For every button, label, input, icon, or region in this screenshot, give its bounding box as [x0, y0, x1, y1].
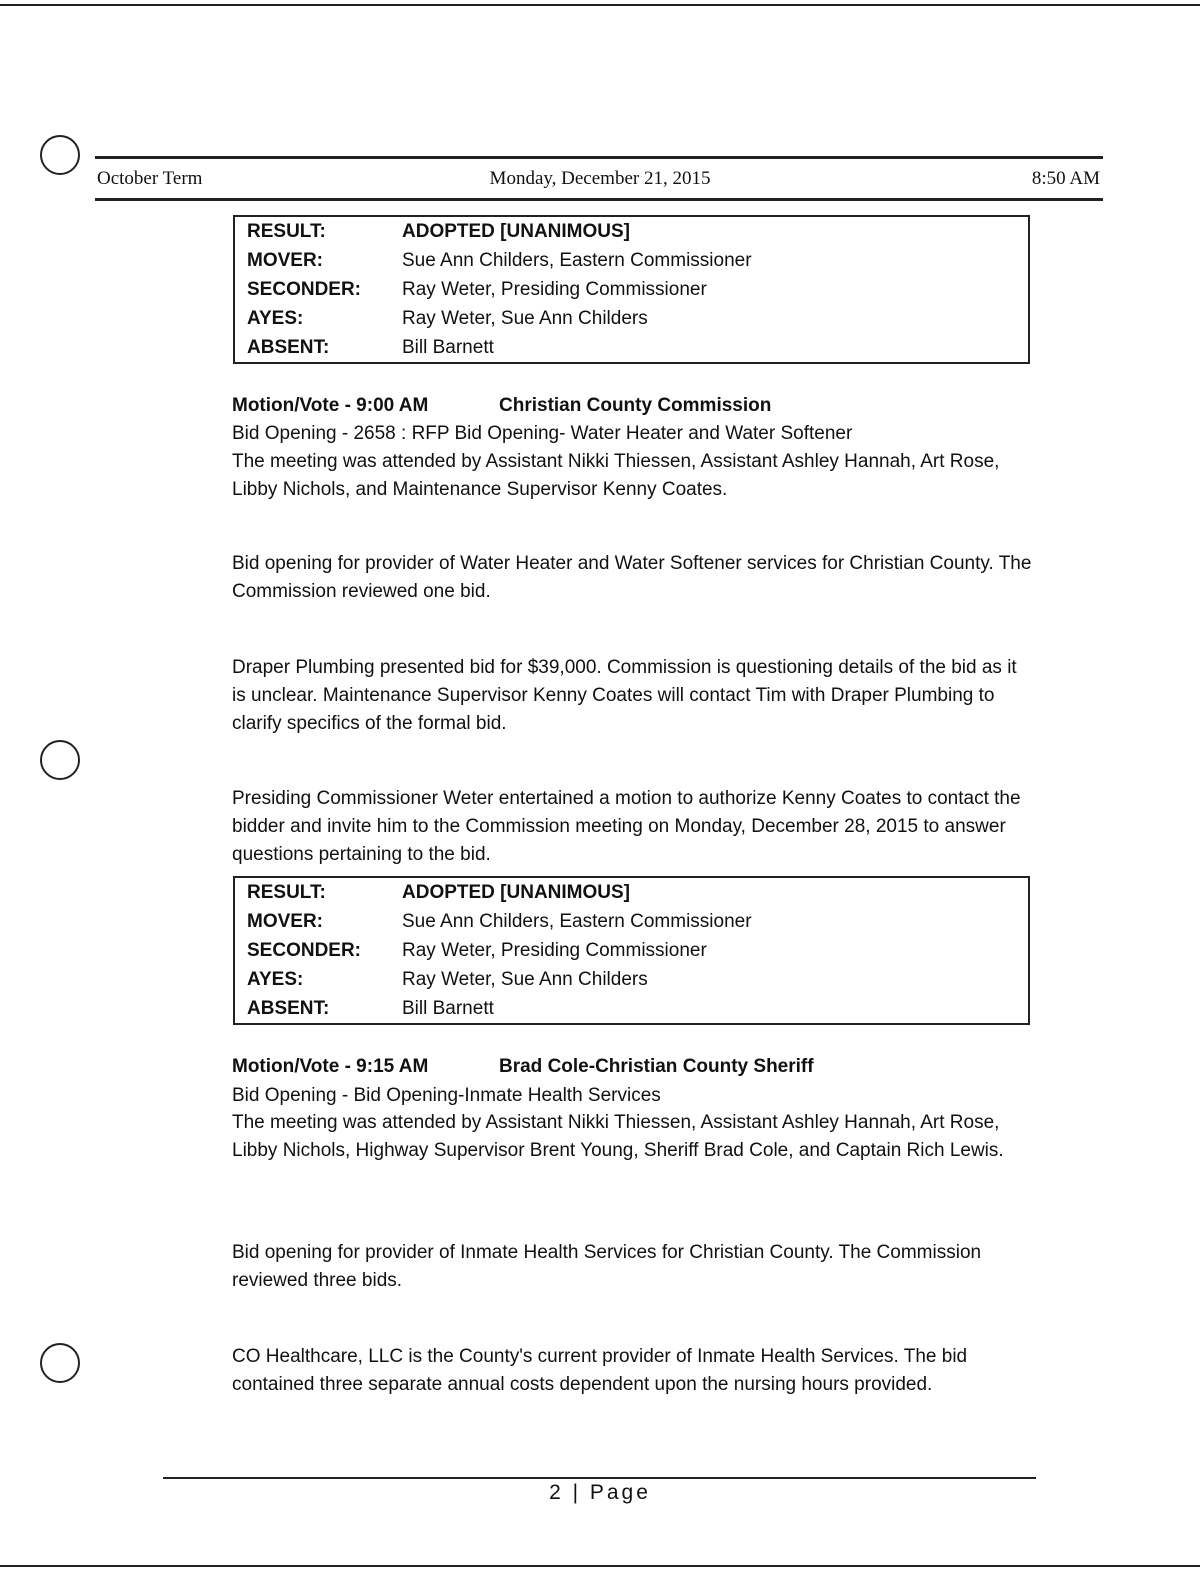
vote-row-result: [235, 878, 1028, 907]
motion-body-1: Christian County Commission: [499, 395, 772, 416]
ayes-value: Ray Weter, Sue Ann Childers: [402, 308, 648, 329]
ayes-label: AYES:: [247, 969, 304, 990]
motion-paragraph-1: Presiding Commissioner Weter entertained a motion to authorize Kenny Coates to contact the bidder and invite him to the Commission meeting on Monday, December 28, 2015 to answer questions pertaining to the bid.: [232, 788, 1021, 865]
vote-row-mover: [235, 246, 1028, 275]
motion-body-2: Brad Cole-Christian County Sheriff: [499, 1056, 814, 1077]
vote-row-absent: [235, 333, 1028, 362]
absent-value: Bill Barnett: [402, 998, 494, 1019]
punch-hole-bottom: [40, 1343, 80, 1383]
mover-value: Sue Ann Childers, Eastern Commissioner: [402, 911, 752, 932]
bid-opening-line-1: Bid Opening - 2658 : RFP Bid Opening- Water Heater and Water Softener: [232, 423, 853, 444]
seconder-label: SECONDER:: [247, 279, 362, 300]
mover-label: MOVER:: [247, 250, 323, 271]
motion-time-2: Motion/Vote - 9:15 AM: [232, 1056, 429, 1077]
header-time: 8:50 AM: [1031, 168, 1100, 189]
attendance-paragraph-1: The meeting was attended by Assistant Nikki Thiessen, Assistant Ashley Hannah, Art Rose, Libby Nichols, and Maintenance Supervisor Kenny Coates.: [232, 451, 1000, 500]
vote-row-mover: [235, 907, 1028, 936]
scan-bottom-edge: [0, 1565, 1200, 1567]
vote-row-seconder: [235, 936, 1028, 965]
ayes-label: AYES:: [247, 308, 304, 329]
motion-heading-2: [232, 1056, 814, 1078]
vote-row-ayes: [235, 304, 1028, 333]
header-top-rule: [95, 156, 1103, 159]
vote-result-table-1: [233, 215, 1030, 364]
header-term: October Term: [97, 168, 203, 189]
page-number: 2 | Page: [549, 1481, 651, 1504]
vote-row-absent: [235, 994, 1028, 1023]
absent-label: ABSENT:: [247, 337, 330, 358]
scan-top-edge: [0, 4, 1200, 6]
bid-opening-paragraph-2: Bid opening for provider of Inmate Health Services for Christian County. The Commission reviewed three bids.: [232, 1242, 982, 1291]
footer-rule: [163, 1477, 1036, 1479]
result-value: ADOPTED [UNANIMOUS]: [402, 882, 630, 903]
vote-row-seconder: [235, 275, 1028, 304]
bid-opening-line-2: Bid Opening - Bid Opening-Inmate Health Services: [232, 1085, 661, 1106]
attendance-paragraph-2: The meeting was attended by Assistant Nikki Thiessen, Assistant Ashley Hannah, Art Rose, Libby Nichols, Highway Supervisor Brent Young, Sheriff Brad Cole, and Captain Rich Lewis.: [232, 1112, 1004, 1161]
header-bottom-rule: [95, 198, 1103, 201]
motion-time-1: Motion/Vote - 9:00 AM: [232, 395, 429, 416]
mover-value: Sue Ann Childers, Eastern Commissioner: [402, 250, 752, 271]
mover-label: MOVER:: [247, 911, 323, 932]
absent-value: Bill Barnett: [402, 337, 494, 358]
provider-paragraph-2: CO Healthcare, LLC is the County's current provider of Inmate Health Services. The bid contained three separate annual costs dependent upon the nursing hours provided.: [232, 1346, 968, 1395]
vote-row-result: [235, 217, 1028, 246]
seconder-label: SECONDER:: [247, 940, 362, 961]
result-label: RESULT:: [247, 882, 326, 903]
punch-hole-middle: [40, 740, 80, 780]
absent-label: ABSENT:: [247, 998, 330, 1019]
vote-result-table-2: [233, 876, 1030, 1025]
result-label: RESULT:: [247, 221, 326, 242]
bid-details-paragraph-1: Draper Plumbing presented bid for $39,000. Commission is questioning details of the bid as it is unclear. Maintenance Supervisor Kenny Coates will contact Tim with Draper Plumbing to clarify specifics of the formal bid.: [232, 657, 1017, 734]
seconder-value: Ray Weter, Presiding Commissioner: [402, 279, 707, 300]
vote-row-ayes: [235, 965, 1028, 994]
header-date: Monday, December 21, 2015: [489, 168, 711, 189]
seconder-value: Ray Weter, Presiding Commissioner: [402, 940, 707, 961]
motion-heading-1: [232, 395, 771, 417]
result-value: ADOPTED [UNANIMOUS]: [402, 221, 630, 242]
ayes-value: Ray Weter, Sue Ann Childers: [402, 969, 648, 990]
bid-opening-paragraph-1: Bid opening for provider of Water Heater and Water Softener services for Christian County. The Commission reviewed one bid.: [232, 553, 1032, 602]
